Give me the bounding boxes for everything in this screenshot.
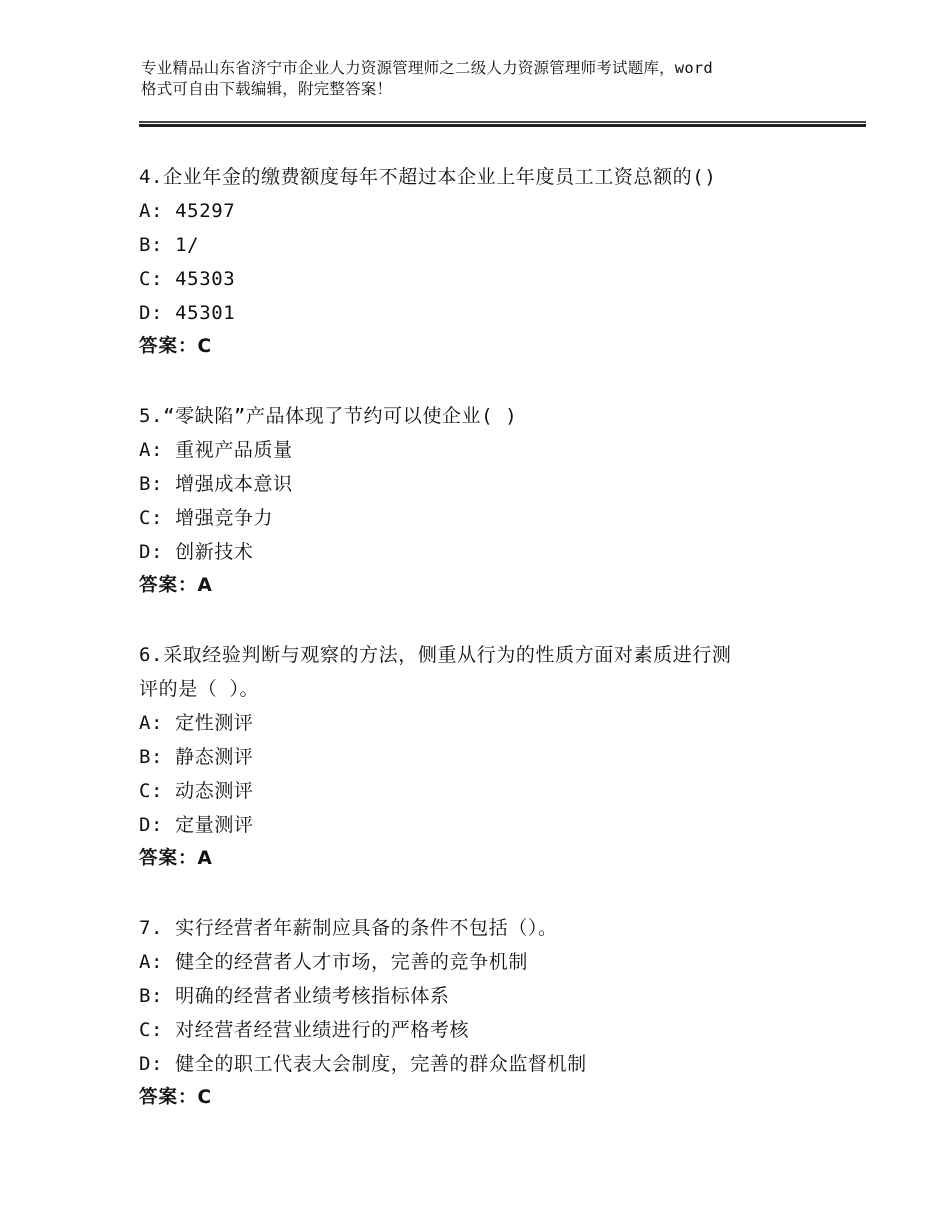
question-5 bbox=[139, 399, 819, 603]
option-a: A: 健全的经营者人才市场，完善的竞争机制 bbox=[139, 951, 528, 973]
option-c: C: 增强竞争力 bbox=[139, 507, 274, 529]
question-7 bbox=[139, 911, 819, 1115]
option-c: C: 动态测评 bbox=[139, 780, 254, 802]
question-6 bbox=[139, 638, 819, 876]
option-b: B: 增强成本意识 bbox=[139, 473, 293, 495]
answer-label: 答案：A bbox=[139, 575, 213, 596]
option-c: C: 45303 bbox=[139, 268, 236, 290]
document-header bbox=[141, 58, 841, 100]
question-text-line-1: 6.采取经验判断与观察的方法，侧重从行为的性质方面对素质进行测 bbox=[139, 644, 732, 666]
header-title-line-1: 专业精品山东省济宁市企业人力资源管理师之二级人力资源管理师考试题库，word bbox=[141, 59, 713, 77]
option-a: A: 重视产品质量 bbox=[139, 439, 293, 461]
question-text: 4.企业年金的缴费额度每年不超过本企业上年度员工工资总额的() bbox=[139, 166, 717, 188]
answer-label: 答案：A bbox=[139, 848, 213, 869]
header-title-line-2: 格式可自由下载编辑，附完整答案！ bbox=[141, 80, 393, 98]
divider-thin-line bbox=[139, 121, 866, 123]
option-b: B: 1/ bbox=[139, 234, 200, 256]
header-divider bbox=[139, 121, 866, 127]
option-b: B: 明确的经营者业绩考核指标体系 bbox=[139, 985, 450, 1007]
answer-label: 答案：C bbox=[139, 1087, 213, 1108]
question-text: 5.“零缺陷”产品体现了节约可以使企业( ) bbox=[139, 405, 518, 427]
option-a: A: 45297 bbox=[139, 200, 236, 222]
question-4 bbox=[139, 160, 819, 364]
option-c: C: 对经营者经营业绩进行的严格考核 bbox=[139, 1019, 470, 1041]
divider-thick-line bbox=[139, 124, 866, 127]
question-text-line-2: 评的是（ ）。 bbox=[139, 678, 260, 700]
option-d: D: 45301 bbox=[139, 302, 236, 324]
question-text: 7. 实行经营者年薪制应具备的条件不包括（）。 bbox=[139, 917, 558, 939]
option-d: D: 定量测评 bbox=[139, 814, 254, 836]
option-d: D: 健全的职工代表大会制度，完善的群众监督机制 bbox=[139, 1053, 587, 1075]
answer-label: 答案：C bbox=[139, 336, 213, 357]
option-d: D: 创新技术 bbox=[139, 541, 254, 563]
option-a: A: 定性测评 bbox=[139, 712, 254, 734]
option-b: B: 静态测评 bbox=[139, 746, 254, 768]
